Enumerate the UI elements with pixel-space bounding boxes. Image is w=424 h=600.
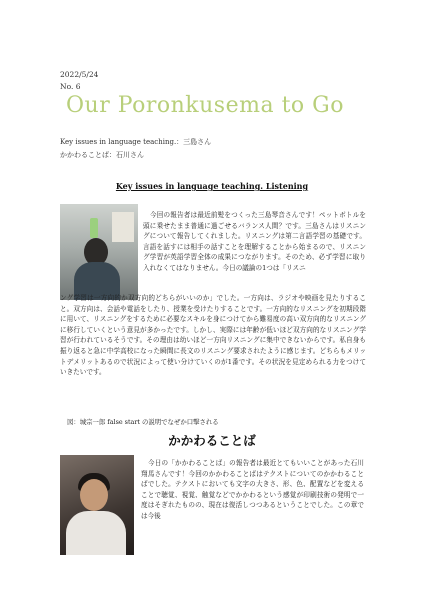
- photo-person-body: [66, 511, 126, 555]
- section2-paragraph: 今日の「かかわることば」の報告者は最近とてもいいことがあった石川翔馬さんです！今回のかかわることばはテクストについてのかかわることばでした。テクストにおいても文字の大きさ、形、色、配置などを変えることで聴覚、視覚、触覚などでかかわるという感覚が印刷技術の発明で一度はそぎれたものの、現在は復活しつつあるということでした。この章では今後: [141, 459, 364, 520]
- photo-bottle: [90, 218, 98, 238]
- section-heading-kakawaru: かかわることば: [168, 433, 256, 448]
- section1-paragraph: 今回の報告者は最近前髪をつくった三島琴音さんです！ペットボトルを頭に乗せたまま普通に過ごせるバランス人間？です。三島さんはリスニングについて報告してくれました。リスニングは第二言語学習の基礎です。言語を話すには相手の話すことを理解することから始まるので、リスニング学習が英語学習全体の成果につながります。そのため、必ず学習に取り入れなくてはなりません。今日の議論の1つは「リスニ: [143, 211, 366, 272]
- section-heading-listening: Key issues in language teaching. Listening: [115, 181, 309, 191]
- photo-caption: 図：城宗一郎 false start の説明でなぜか口撃される: [67, 418, 219, 426]
- photo-presenter-listening: [60, 204, 138, 300]
- issue-date: 2022/5/24: [60, 70, 99, 79]
- photo-person-head: [80, 479, 108, 511]
- issue-number: No. 6: [60, 82, 81, 91]
- credit-line-key-issues: Key issues in language teaching.：三島さん: [60, 138, 212, 146]
- newsletter-title: Our Poronkusema to Go: [66, 93, 344, 118]
- section1-paragraph-continued: ング学習は一方向的か双方向的どちらがいいのか」でした。一方向は、ラジオや映画を見たりすること。双方向は、会話や電話をしたり、授業を受けたりすることです。一方向的なリスニングを初期段階に用いて、リスニングをするために必要なスキルを身につけてから難易度の高い双方向的なリスニングに移行していくという意見が多かったです。しかし、実際には年齢が低いほど双方向的なリスニング学習が行われているそうです。その理由は幼いほど一方向リスニングに集中できないからです。私自身も振り返ると急に中学高校になった瞬間に長文のリスニング要求されたように感じます。どちらもメリットデメリットあるので状況によって使い分けていくのが1番です。その状況を見定められる力をつけていきたいです。: [60, 294, 366, 377]
- credit-line-kakawaru: かかわることば：石川さん: [60, 151, 144, 159]
- photo-presenter-kakawaru: [60, 455, 134, 555]
- photo-background-shelf: [112, 212, 134, 242]
